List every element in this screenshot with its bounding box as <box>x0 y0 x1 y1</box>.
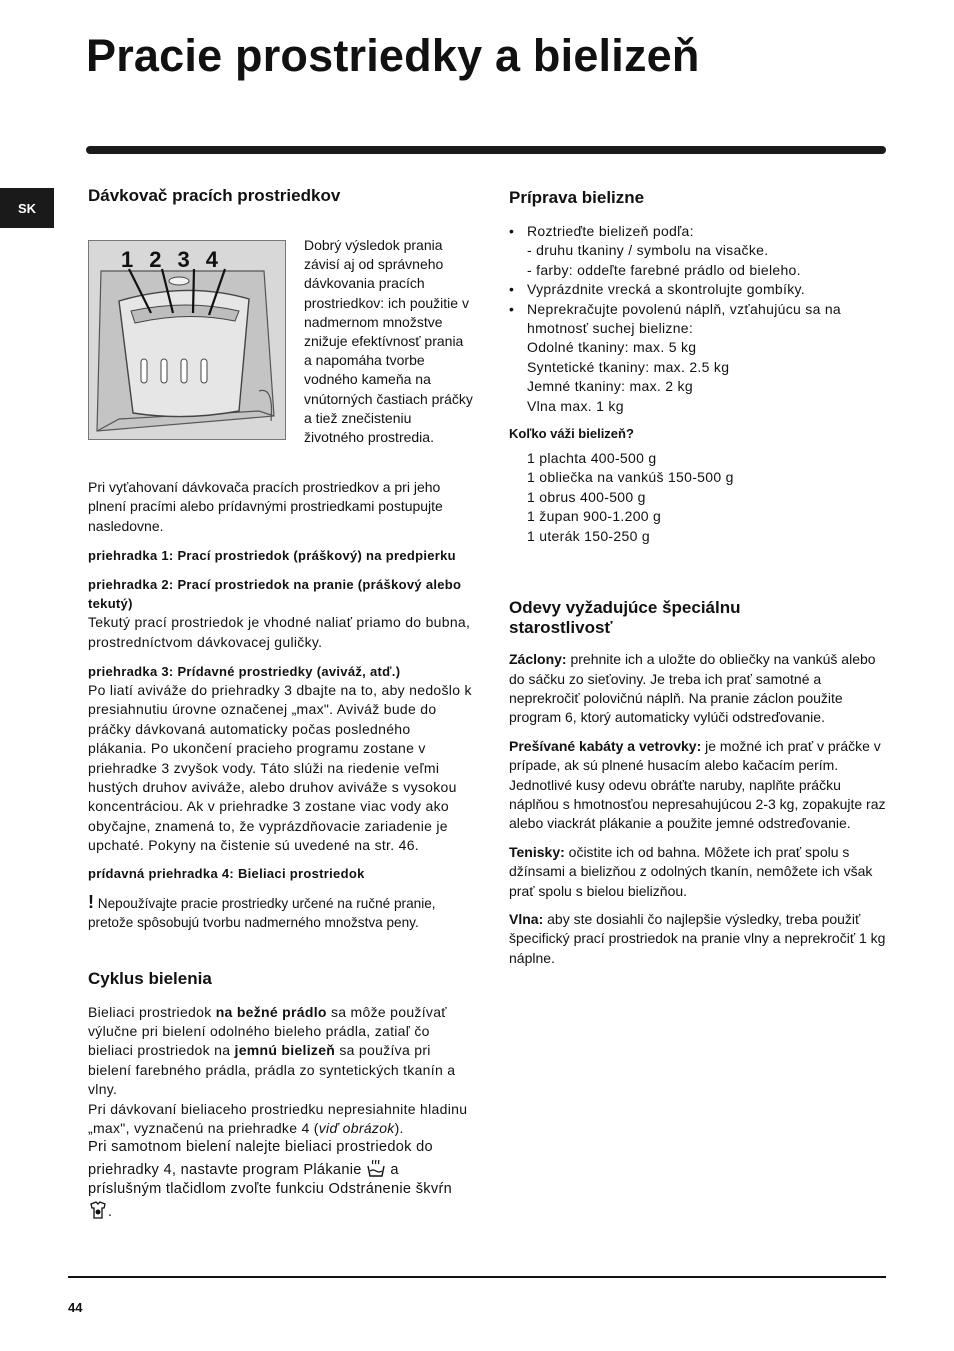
instructions-text: Pri vyťahovaní dávkovača pracích prostriedkov a pri jeho plnení pracími alebo prídavnými prostriedkami postupujte nasledovne. <box>88 479 443 534</box>
dispenser-figure <box>88 240 286 440</box>
list-item: 1 župan 900-1.200 g <box>527 508 662 525</box>
dispenser-intro-text: Dobrý výsledok prania závisí aj od správneho dávkovania pracích prostriedkov: ich použitie v nadmernom množstve znižuje efektívnosť prania a napomáha tvorbe vodného kameňa na vnútorných častiach práčky a tiež znečisteniu životného prostredia. <box>304 237 473 446</box>
prep-bullet-2: Vyprázdnite vrecká a skontrolujte gombíky. <box>527 281 805 298</box>
jackets-label: Prešívané kabáty a vetrovky: <box>509 737 702 754</box>
wool-label: Vlna: <box>509 910 544 927</box>
compartment-3-title: priehradka 3: Prídavné prostriedky (aviváž, atď.) <box>88 664 401 680</box>
prep-list <box>509 222 889 416</box>
bleach-p1-bold-2: jemnú bielizeň <box>234 1042 336 1059</box>
bleach-p3-a: Pri samotnom bielení nalejte bieliaci prostriedok do priehradky 4, nastavte program Plákanie <box>88 1139 433 1178</box>
figure-label-2: 2 <box>149 247 178 272</box>
compartment-4: prídavná priehradka 4: Bieliaci prostriedok <box>88 865 365 881</box>
bleach-p1-a: Bieliaci prostriedok <box>88 1003 216 1020</box>
load-item: Jemné tkaniny: max. 2 kg <box>527 378 693 395</box>
bleach-p1-bold-1: na bežné prádlo <box>215 1003 327 1020</box>
bleach-heading: Cyklus bielenia <box>88 968 212 988</box>
sneakers-label: Tenisky: <box>509 843 565 860</box>
list-item <box>509 222 889 280</box>
top-divider <box>86 146 886 154</box>
list-item: 1 obliečka na vankúš 150-500 g <box>527 469 734 486</box>
bleach-p1-c: sa môže používať výlučne pri bielení odolného bieleho prádla, zatiaľ čo bieliaci prostriedok na <box>88 1003 447 1059</box>
special-care-heading: Odevy vyžadujúce špeciálnu starostlivosť <box>509 598 741 638</box>
list-item: 1 plachta 400-500 g <box>527 450 657 467</box>
language-tab-label: SK <box>17 200 37 216</box>
bleach-p3-b: a príslušným tlačidlom zvoľte funkciu Odstránenie škvŕn <box>88 1161 453 1198</box>
compartment-2-title: priehradka 2: Prací prostriedok na pranie (práškový alebo tekutý) <box>88 577 462 612</box>
load-item: Vlna max. 1 kg <box>527 397 624 414</box>
bleach-paragraph-2 <box>88 1100 473 1139</box>
dispenser-intro <box>88 206 473 474</box>
figure-labels <box>121 247 234 273</box>
compartment-3-text: Po liatí aviváže do priehradky 3 dbajte na to, aby nedošlo k presiahnutiu úrovne označenej „max". Aviváž bude do práčky dávkovaná automaticky počas posledného plákania. Po ukončení pracieho programu zostane v priehradke 3 zvyšok vody. Táto slúži na riedenie veľmi hustých druhov aviváže, alebo druhov aviváže s vysokou koncentráciou. Ak v priehradke 3 zostane viac vody ako obyčajne, znamená to, že vyprázdňovacie zariadenie je upchaté. Pokyny na čistenie sú uvedené na str. 46. <box>88 682 472 854</box>
prep-bullet-1-sub-1: - druhu tkaniny / symbolu na visačke. <box>527 242 769 259</box>
list-item: 1 obrus 400-500 g <box>527 488 646 505</box>
warning-text: Nepoužívajte pracie prostriedky určené na ručné pranie, pretože spôsobujú tvorbu nadmerného množstva peny. <box>88 895 436 931</box>
bleach-paragraph-1 <box>88 1003 473 1100</box>
page-title: Pracie prostriedky a bielizeň <box>86 30 700 81</box>
rinse-icon <box>366 1158 386 1178</box>
bleach-p2-a: Pri dávkovaní bieliaceho prostriedku nepresiahnite hladinu „max", vyznačenú na priehradke 4 ( <box>88 1100 468 1136</box>
compartment-2-text: Tekutý prací prostriedok je vhodné naliať priamo do bubna, prostredníctvom dávkovacej guličky. <box>88 614 471 650</box>
stain-removal-icon <box>88 1200 108 1220</box>
left-column <box>88 186 473 1222</box>
bleach-p2-c: ). <box>394 1119 404 1136</box>
right-column <box>509 188 889 968</box>
bleach-p1-e: sa používa pri bielení farebného prádla, prádla zo syntetických tkanín a vlny. <box>88 1042 456 1098</box>
jackets-text: je možné ich prať v práčke v prípade, ak sú plnené husacím alebo kačacím perím. Jednotlivé kusy odevu obráťte naruby, naplňte práčku náplňou s hmotnosťou nepresahujúcou 2-3 kg, zopakujte raz alebo viackrát plákanie a použite jemné odstreďovanie. <box>509 737 886 832</box>
page-number: 44 <box>68 1300 83 1315</box>
warning <box>88 893 473 933</box>
curtains-paragraph <box>509 650 889 728</box>
weight-heading: Koľko váži bielizeň? <box>509 426 634 442</box>
prep-bullet-1-sub-2: - farby: oddeľte farebné prádlo od bieleho. <box>527 261 801 278</box>
jackets-paragraph <box>509 737 889 834</box>
sneakers-paragraph <box>509 843 889 901</box>
wool-text: aby ste dosiahli čo najlepšie výsledky, treba použiť špecifický prací prostriedok na pranie vlny a neprekročiť 1 kg náplne. <box>509 910 886 966</box>
prep-bullet-3: Neprekračujte povolenú náplň, vzťahujúcu sa na hmotnosť suchej bielizne: <box>527 300 842 337</box>
load-item: Syntetické tkaniny: max. 2.5 kg <box>527 358 730 375</box>
weight-list <box>509 449 889 546</box>
bleach-p2-italic: viď obrázok <box>318 1119 395 1136</box>
sneakers-text: očistite ich od bahna. Môžete ich prať spolu s džínsami a bielizňou z odolných tkanín, nemôžete ich však prať spolu s bielou bielizňou. <box>509 843 873 899</box>
bleach-paragraph-3 <box>88 1138 473 1222</box>
language-tab <box>0 188 54 228</box>
list-item <box>509 280 889 299</box>
curtains-label: Záclony: <box>509 651 567 668</box>
load-item: Odolné tkaniny: max. 5 kg <box>527 339 697 356</box>
footer-divider <box>68 1276 886 1278</box>
bleach-p3-c: . <box>108 1203 113 1220</box>
curtains-text: prehnite ich a uložte do obliečky na vankúš alebo do sáčku zo sieťoviny. Je treba ich prať samotné a neprekročiť polovičnú náplň. Na pranie záclon použite program 6, ktorý automaticky vylúči odstreďovanie. <box>509 651 876 726</box>
list-item: 1 uterák 150-250 g <box>527 527 650 544</box>
wool-paragraph <box>509 910 889 968</box>
figure-label-3: 3 <box>177 247 206 272</box>
warning-icon: ! <box>88 891 94 912</box>
list-item <box>509 300 889 416</box>
prep-heading: Príprava bielizne <box>509 188 645 207</box>
prep-bullet-1: Roztrieďte bielizeň podľa: <box>527 223 694 239</box>
dispenser-heading: Dávkovač pracích prostriedkov <box>88 186 341 205</box>
figure-label-4: 4 <box>205 247 234 272</box>
figure-label-1: 1 <box>121 247 150 272</box>
compartment-1: priehradka 1: Prací prostriedok (práškový) na predpierku <box>88 548 456 564</box>
